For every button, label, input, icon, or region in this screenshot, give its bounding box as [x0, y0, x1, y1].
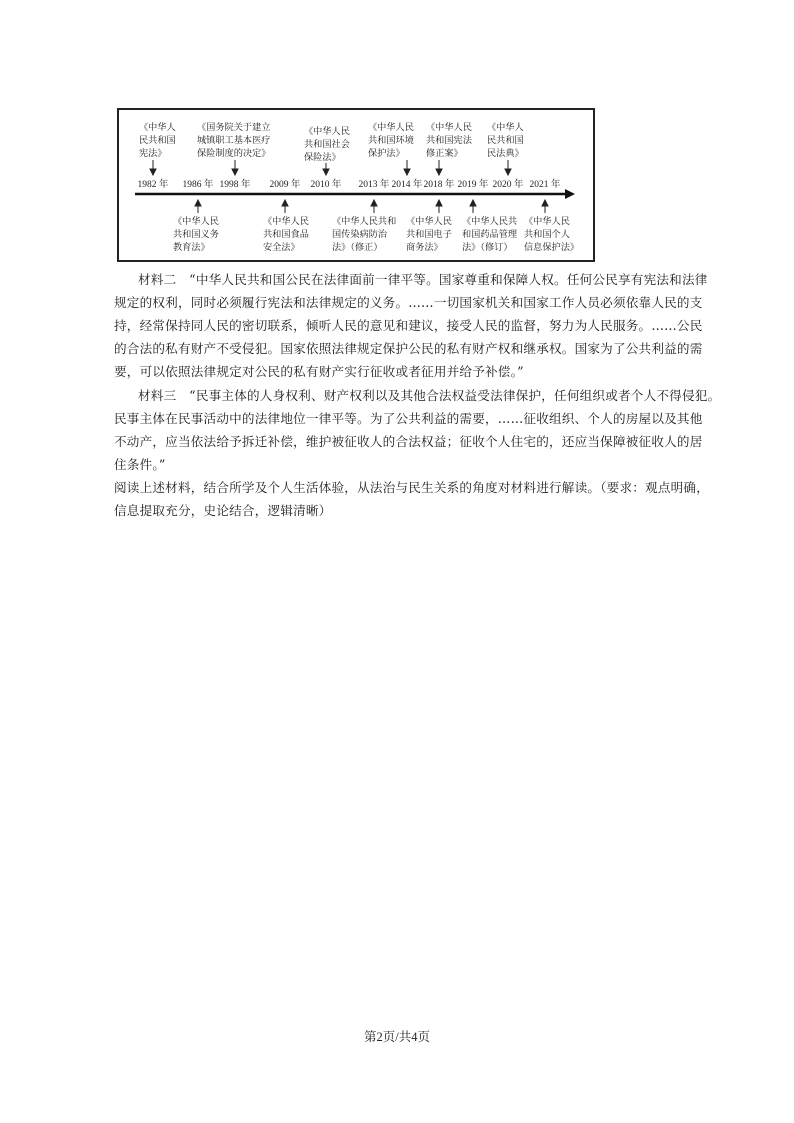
svg-text:共和国电子: 共和国电子	[406, 229, 452, 240]
svg-text:《中华人民: 《中华人民	[406, 216, 452, 227]
page-number: 第2页/共4页	[364, 1030, 430, 1044]
svg-text:《中华人民共和: 《中华人民共和	[332, 216, 397, 227]
down-arrow-icon	[404, 160, 410, 175]
top-law-label	[368, 121, 414, 159]
svg-text:保险法》: 保险法》	[304, 152, 341, 163]
svg-text:共和国个人: 共和国个人	[524, 229, 570, 240]
text-line: 规定的权利，同时必须履行宪法和法律规定的义务。……一切国家机关和国家工作人员必须依靠人民的支	[114, 295, 703, 310]
svg-text:国传染病防治: 国传染病防治	[332, 229, 388, 240]
svg-text:《中华人: 《中华人	[139, 122, 176, 133]
text-line: 的合法的私有财产不受侵犯。国家依照法律规定保护公民的私有财产权和继承权。国家为了公共利益的需	[114, 341, 703, 356]
year-label: 2010 年	[310, 180, 342, 190]
svg-text:法》（修订）: 法》（修订）	[462, 242, 513, 253]
year-label: 2021 年	[529, 180, 561, 190]
down-arrow-icon	[232, 160, 238, 175]
text-line: 材料二 “中华人民共和国公民在法律面前一律平等。国家尊重和保障人权。任何公民享有宪法和法律	[138, 272, 708, 287]
svg-text:信息保护法》: 信息保护法》	[524, 242, 580, 253]
material-three-paragraph	[114, 384, 721, 476]
svg-text:共和国环境: 共和国环境	[368, 135, 414, 146]
svg-text:教育法》: 教育法》	[173, 242, 210, 253]
timeline-svg	[119, 110, 593, 260]
year-label: 2009 年	[269, 180, 301, 190]
top-law-label	[487, 121, 524, 159]
timeline-arrowhead	[565, 189, 575, 199]
year-label: 1998 年	[219, 180, 251, 190]
top-law-label	[304, 125, 350, 163]
bottom-law-label	[524, 215, 579, 253]
up-arrow-icon	[542, 200, 548, 213]
up-arrow-icon	[195, 200, 201, 213]
svg-text:民共和国: 民共和国	[487, 135, 524, 146]
down-arrow-icon	[505, 160, 511, 175]
bottom-law-label	[462, 215, 517, 253]
svg-text:《中华人民共: 《中华人民共	[462, 216, 518, 227]
svg-text:《中华人民: 《中华人民	[368, 122, 414, 133]
year-label: 2019 年	[457, 180, 489, 190]
text-line: 阅读上述材料，结合所学及个人生活体验，从法治与民生关系的角度对材料进行解读。（要求：观点明确，	[114, 480, 710, 495]
top-law-label	[426, 121, 473, 159]
svg-text:和国药品管理: 和国药品管理	[462, 229, 518, 240]
svg-text:城镇职工基本医疗: 城镇职工基本医疗	[197, 135, 271, 146]
down-arrow-icon	[150, 160, 156, 175]
svg-text:《中华人民: 《中华人民	[524, 216, 570, 227]
text-line: 持，经常保持同人民的密切联系，倾听人民的意见和建议，接受人民的监督，努力为人民服务。……公民	[114, 318, 703, 333]
svg-text:商务法》: 商务法》	[406, 242, 443, 253]
question-prompt	[114, 476, 710, 522]
svg-text:《中华人: 《中华人	[487, 122, 524, 133]
material-two-paragraph	[114, 268, 708, 383]
year-label: 2020 年	[492, 180, 524, 190]
svg-text:保险制度的决定》: 保险制度的决定》	[197, 148, 271, 159]
svg-text:《中华人民: 《中华人民	[173, 216, 219, 227]
up-arrow-icon	[282, 200, 288, 213]
svg-text:修正案》: 修正案》	[426, 148, 463, 159]
up-arrow-icon	[436, 200, 442, 213]
bottom-law-label	[263, 215, 309, 253]
svg-text:《中华人民: 《中华人民	[304, 126, 350, 137]
svg-text:《中华人民: 《中华人民	[426, 122, 472, 133]
year-label: 2018 年	[423, 180, 455, 190]
text-line: 民事主体在民事活动中的法律地位一律平等。为了公共利益的需要，……征收组织、个人的房屋以及其他	[114, 411, 703, 426]
svg-text:共和国社会: 共和国社会	[304, 139, 350, 150]
svg-text:《国务院关于建立: 《国务院关于建立	[197, 122, 271, 133]
year-label: 1982 年	[137, 180, 169, 190]
up-arrow-icon	[470, 200, 476, 213]
svg-text:共和国义务: 共和国义务	[173, 229, 219, 240]
svg-text:《中华人民: 《中华人民	[263, 216, 309, 227]
law-timeline-figure	[117, 108, 595, 262]
svg-text:安全法》: 安全法》	[263, 242, 300, 253]
down-arrow-icon	[323, 163, 329, 175]
top-law-label	[139, 121, 176, 159]
year-label: 2014 年	[391, 180, 423, 190]
year-label: 1986 年	[182, 180, 214, 190]
down-arrow-icon	[436, 160, 442, 175]
bottom-law-label	[173, 215, 219, 253]
svg-text:法》（修正）: 法》（修正）	[332, 242, 383, 253]
svg-text:共和国食品: 共和国食品	[263, 229, 309, 240]
text-line: 材料三 “民事主体的人身权利、财产权利以及其他合法权益受法律保护，任何组织或者个人不得侵犯。	[138, 388, 721, 403]
bottom-law-label	[332, 215, 396, 253]
svg-text:民共和国: 民共和国	[139, 135, 176, 146]
text-line: 不动产，应当依法给予拆迁补偿，维护被征收人的合法权益；征收个人住宅的，还应当保障被征收人的居	[114, 434, 703, 449]
up-arrow-icon	[371, 200, 377, 213]
text-line: 要，可以依照法律规定对公民的私有财产实行征收或者征用并给予补偿。”	[114, 364, 524, 379]
svg-text:宪法》: 宪法》	[139, 148, 167, 159]
svg-text:民法典》: 民法典》	[487, 148, 524, 159]
svg-text:共和国宪法: 共和国宪法	[426, 135, 472, 146]
text-line: 信息提取充分，史论结合，逻辑清晰）	[114, 503, 332, 518]
text-line: 住条件。”	[114, 457, 166, 472]
top-law-label	[197, 121, 271, 159]
svg-text:保护法》: 保护法》	[368, 148, 405, 159]
year-label: 2013 年	[358, 180, 390, 190]
bottom-law-label	[406, 215, 452, 253]
